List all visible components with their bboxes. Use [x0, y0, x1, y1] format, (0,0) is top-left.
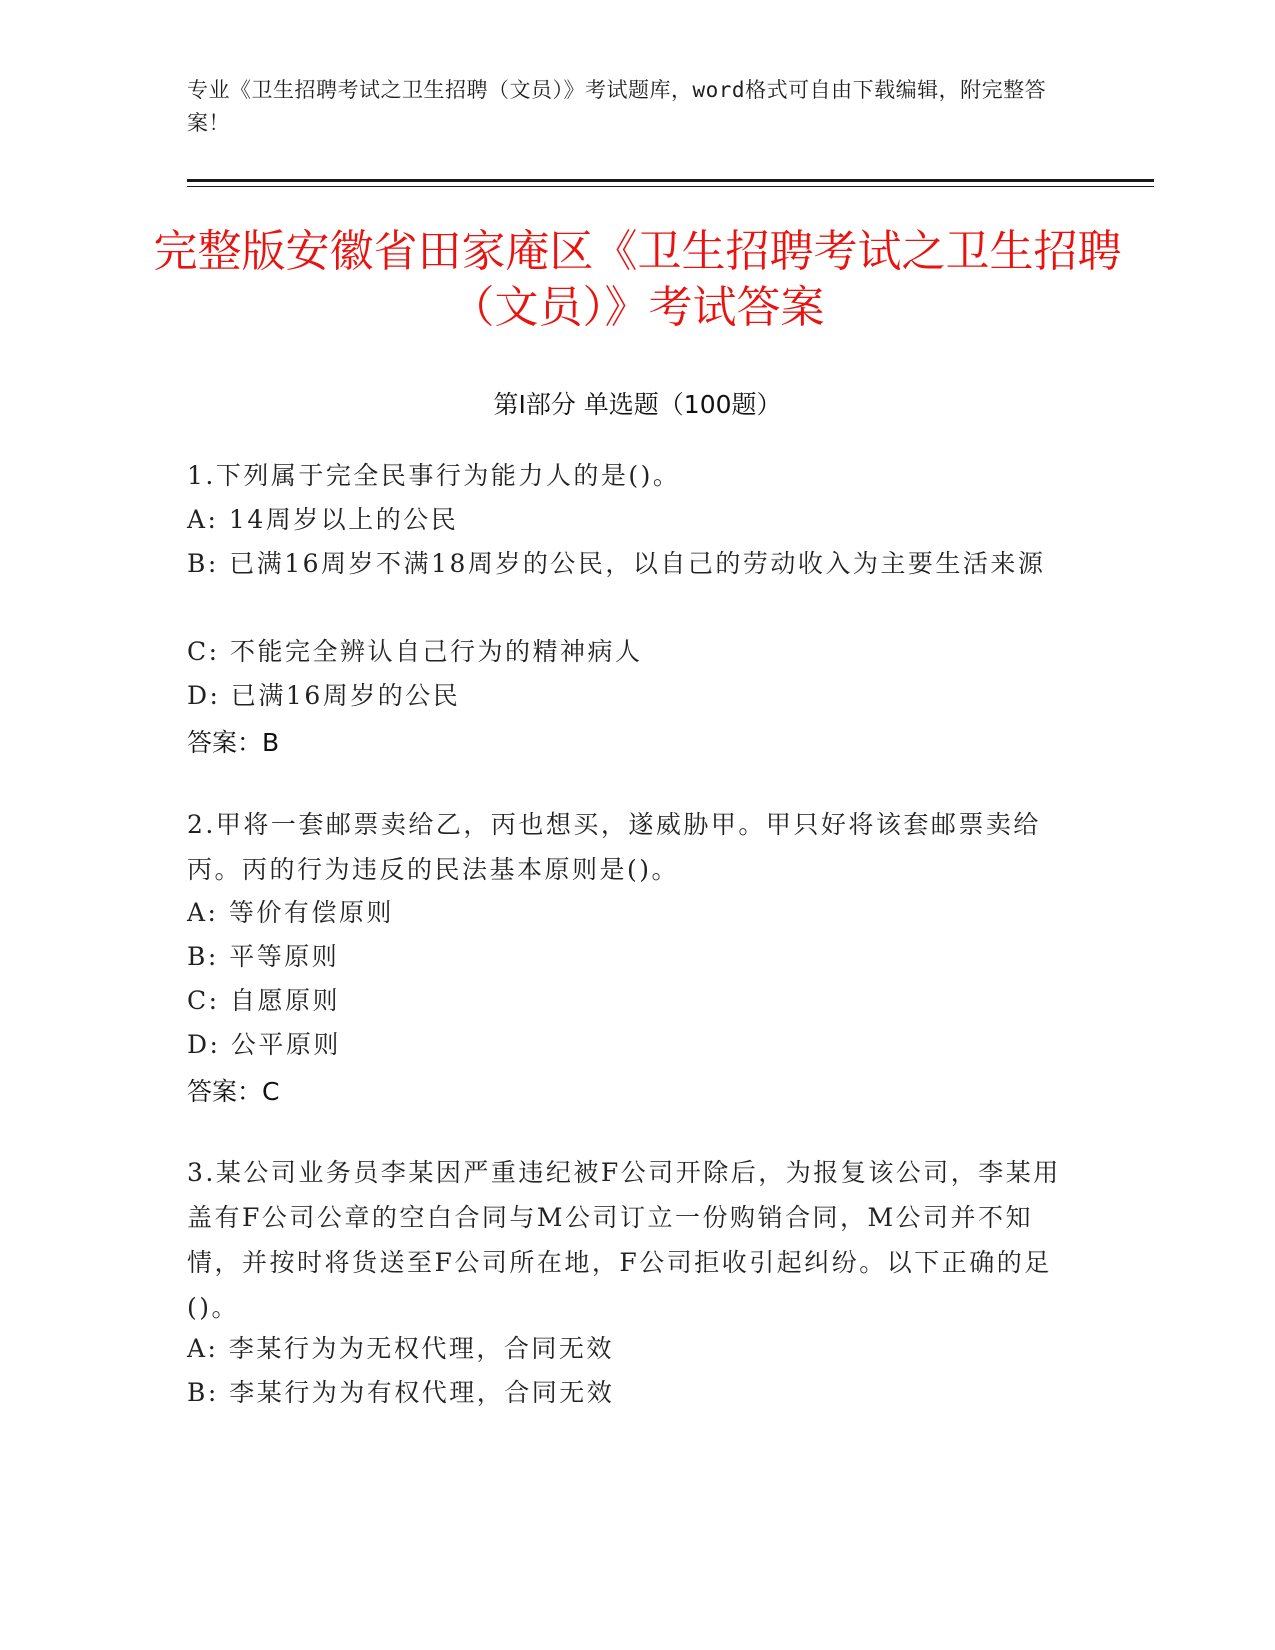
- question-2-answer: 答案：C: [187, 1077, 280, 1106]
- question-3-option-b: B: 李某行为为有权代理，合同无效: [187, 1378, 615, 1407]
- question-1-option-c: C: 不能完全辨认自己行为的精神病人: [187, 637, 643, 666]
- question-3-text: 3.某公司业务员李某因严重违纪被F公司开除后，为报复该公司，李某用盖有F公司公章的空白合同与M公司订立一份购销合同，M公司并不知情，并按时将货送至F公司所在地，F公司拒收引起纠纷。以下正确的足()。: [187, 1158, 1061, 1322]
- question-1-option-b: B: 已满16周岁不满18周岁的公民，以自己的劳动收入为主要生活来源: [187, 549, 1046, 578]
- question-3-option-a: A: 李某行为为无权代理，合同无效: [187, 1334, 614, 1363]
- question-1-text: 1.下列属于完全民事行为能力人的是()。: [187, 461, 681, 490]
- question-1-option-d: D: 已满16周岁的公民: [187, 681, 461, 710]
- question-1-answer: 答案：B: [187, 728, 280, 757]
- section-heading: 第I部分 单选题（100题）: [493, 390, 782, 419]
- question-2-option-b: B: 平等原则: [187, 942, 340, 971]
- question-2-option-a: A: 等价有偿原则: [187, 898, 394, 927]
- question-2-option-c: C: 自愿原则: [187, 986, 340, 1015]
- question-2-option-d: D: 公平原则: [187, 1030, 341, 1059]
- header-divider-thick: [187, 179, 1154, 182]
- header-note: 专业《卫生招聘考试之卫生招聘（文员）》考试题库，word格式可自由下载编辑，附完整答案！: [187, 78, 1047, 135]
- question-2-text: 2.甲将一套邮票卖给乙，丙也想买，遂威胁甲。甲只好将该套邮票卖给丙。丙的行为违反的民法基本原则是()。: [187, 810, 1041, 884]
- question-1-option-a: A: 14周岁以上的公民: [187, 505, 459, 534]
- document-title: 完整版安徽省田家庵区《卫生招聘考试之卫生招聘（文员）》考试答案: [153, 226, 1122, 333]
- header-divider-thin: [187, 186, 1154, 187]
